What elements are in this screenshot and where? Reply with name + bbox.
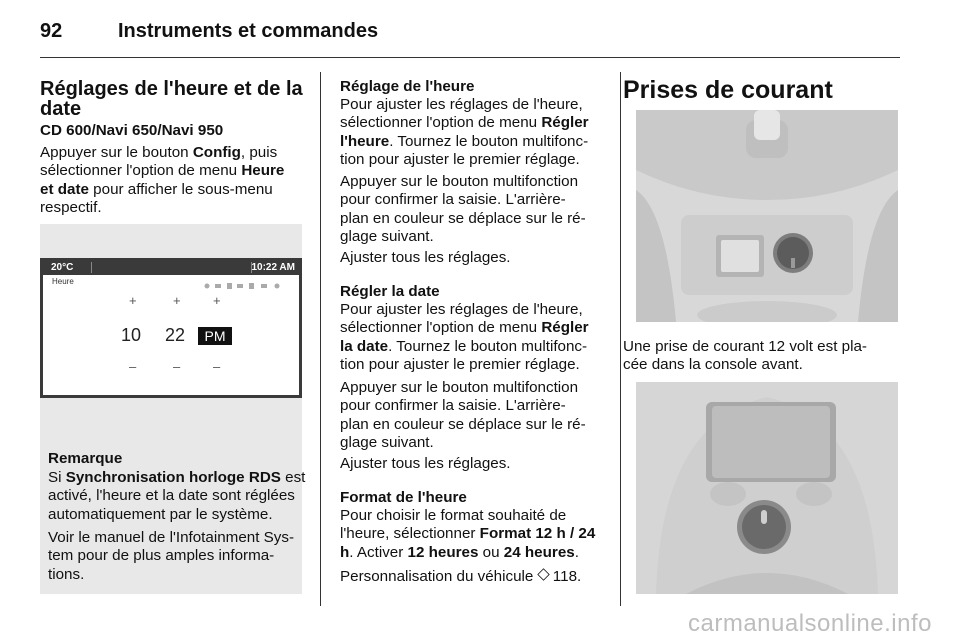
intro-paragraph: Appuyer sur le bouton Config, puis sélectionner l'option de menu Heure et date pour afficher le sous-menu respectif.	[40, 144, 285, 217]
model-subheading: CD 600/Navi 650/Navi 950	[40, 122, 224, 139]
ampm-value[interactable]: PM	[198, 327, 232, 345]
note-paragraph-2: Voir le manuel de l'Infotainment Sys- tem pour de plus amples informa- tions.	[48, 529, 295, 583]
console-photo-socket	[636, 110, 898, 322]
column-rule-2	[620, 72, 621, 606]
temperature-readout: 20°C	[51, 262, 74, 273]
date-paragraph-3: Ajuster tous les réglages.	[340, 455, 511, 472]
screen-status-bar	[43, 261, 299, 275]
time-paragraph-2: Appuyer sur le bouton multifonction pour confirmer la saisie. L'arrière- plan en couleur se déplace sur le ré- glage suivant.	[340, 173, 586, 246]
note-paragraph-1: Si Synchronisation horloge RDS est activé, l'heure et la date sont réglées automatiquement par le système.	[48, 469, 306, 523]
note-box	[40, 442, 306, 594]
watermark: carmanualsonline.info	[688, 610, 932, 637]
page-reference-arrow-icon	[537, 568, 549, 580]
screen-label: Heure	[52, 277, 74, 286]
ampm-increment-button[interactable]: +	[213, 293, 221, 308]
page-number: 92	[40, 20, 63, 42]
vehicle-personalisation-reference[interactable]: Personnalisation du véhicule 118.	[340, 568, 582, 585]
note-title: Remarque	[48, 450, 123, 467]
header-rule	[40, 57, 900, 58]
console-photo-closeup	[636, 382, 898, 594]
power-outlets-heading: Prises de courant	[623, 76, 833, 104]
infotainment-figure	[40, 224, 302, 442]
date-paragraph-1: Pour ajuster les réglages de l'heure, sélectionner l'option de menu Régler la date. Tournez le bouton multifonc- tion pour ajuster le premier réglage.	[340, 301, 589, 374]
hour-increment-button[interactable]: +	[129, 293, 137, 308]
minute-increment-button[interactable]: +	[173, 293, 181, 308]
date-paragraph-2: Appuyer sur le bouton multifonction pour confirmer la saisie. L'arrière- plan en couleur se déplace sur le ré- glage suivant.	[340, 379, 586, 452]
minute-decrement-button[interactable]: –	[173, 359, 181, 374]
hour-value[interactable]: 10	[120, 325, 142, 345]
section-heading-time-date: Réglages de l'heure et de la date	[40, 78, 303, 120]
format-paragraph-1: Pour choisir le format souhaité de l'heure, sélectionner Format 12 h / 24 h. Activer 12 heures ou 24 heures.	[340, 507, 596, 561]
subsection-title-format: Format de l'heure	[340, 489, 467, 506]
screen-status-icons	[203, 277, 293, 285]
time-paragraph-3: Ajuster tous les réglages.	[340, 249, 511, 266]
subsection-title-time: Réglage de l'heure	[340, 78, 475, 95]
minute-value[interactable]: 22	[164, 325, 186, 345]
ampm-decrement-button[interactable]: –	[213, 359, 221, 374]
power-outlet-caption: Une prise de courant 12 volt est pla- cée dans la console avant.	[623, 338, 867, 374]
column-rule-1	[320, 72, 321, 606]
subsection-title-date: Régler la date	[340, 283, 440, 300]
infotainment-screen	[40, 258, 302, 398]
page-header-title: Instruments et commandes	[118, 20, 379, 42]
hour-decrement-button[interactable]: –	[129, 359, 137, 374]
status-divider	[91, 262, 92, 273]
time-paragraph-1: Pour ajuster les réglages de l'heure, sélectionner l'option de menu Régler l'heure. Tournez le bouton multifonc- tion pour ajuster le premier réglage.	[340, 96, 589, 169]
clock-readout: 10:22 AM	[251, 262, 295, 273]
